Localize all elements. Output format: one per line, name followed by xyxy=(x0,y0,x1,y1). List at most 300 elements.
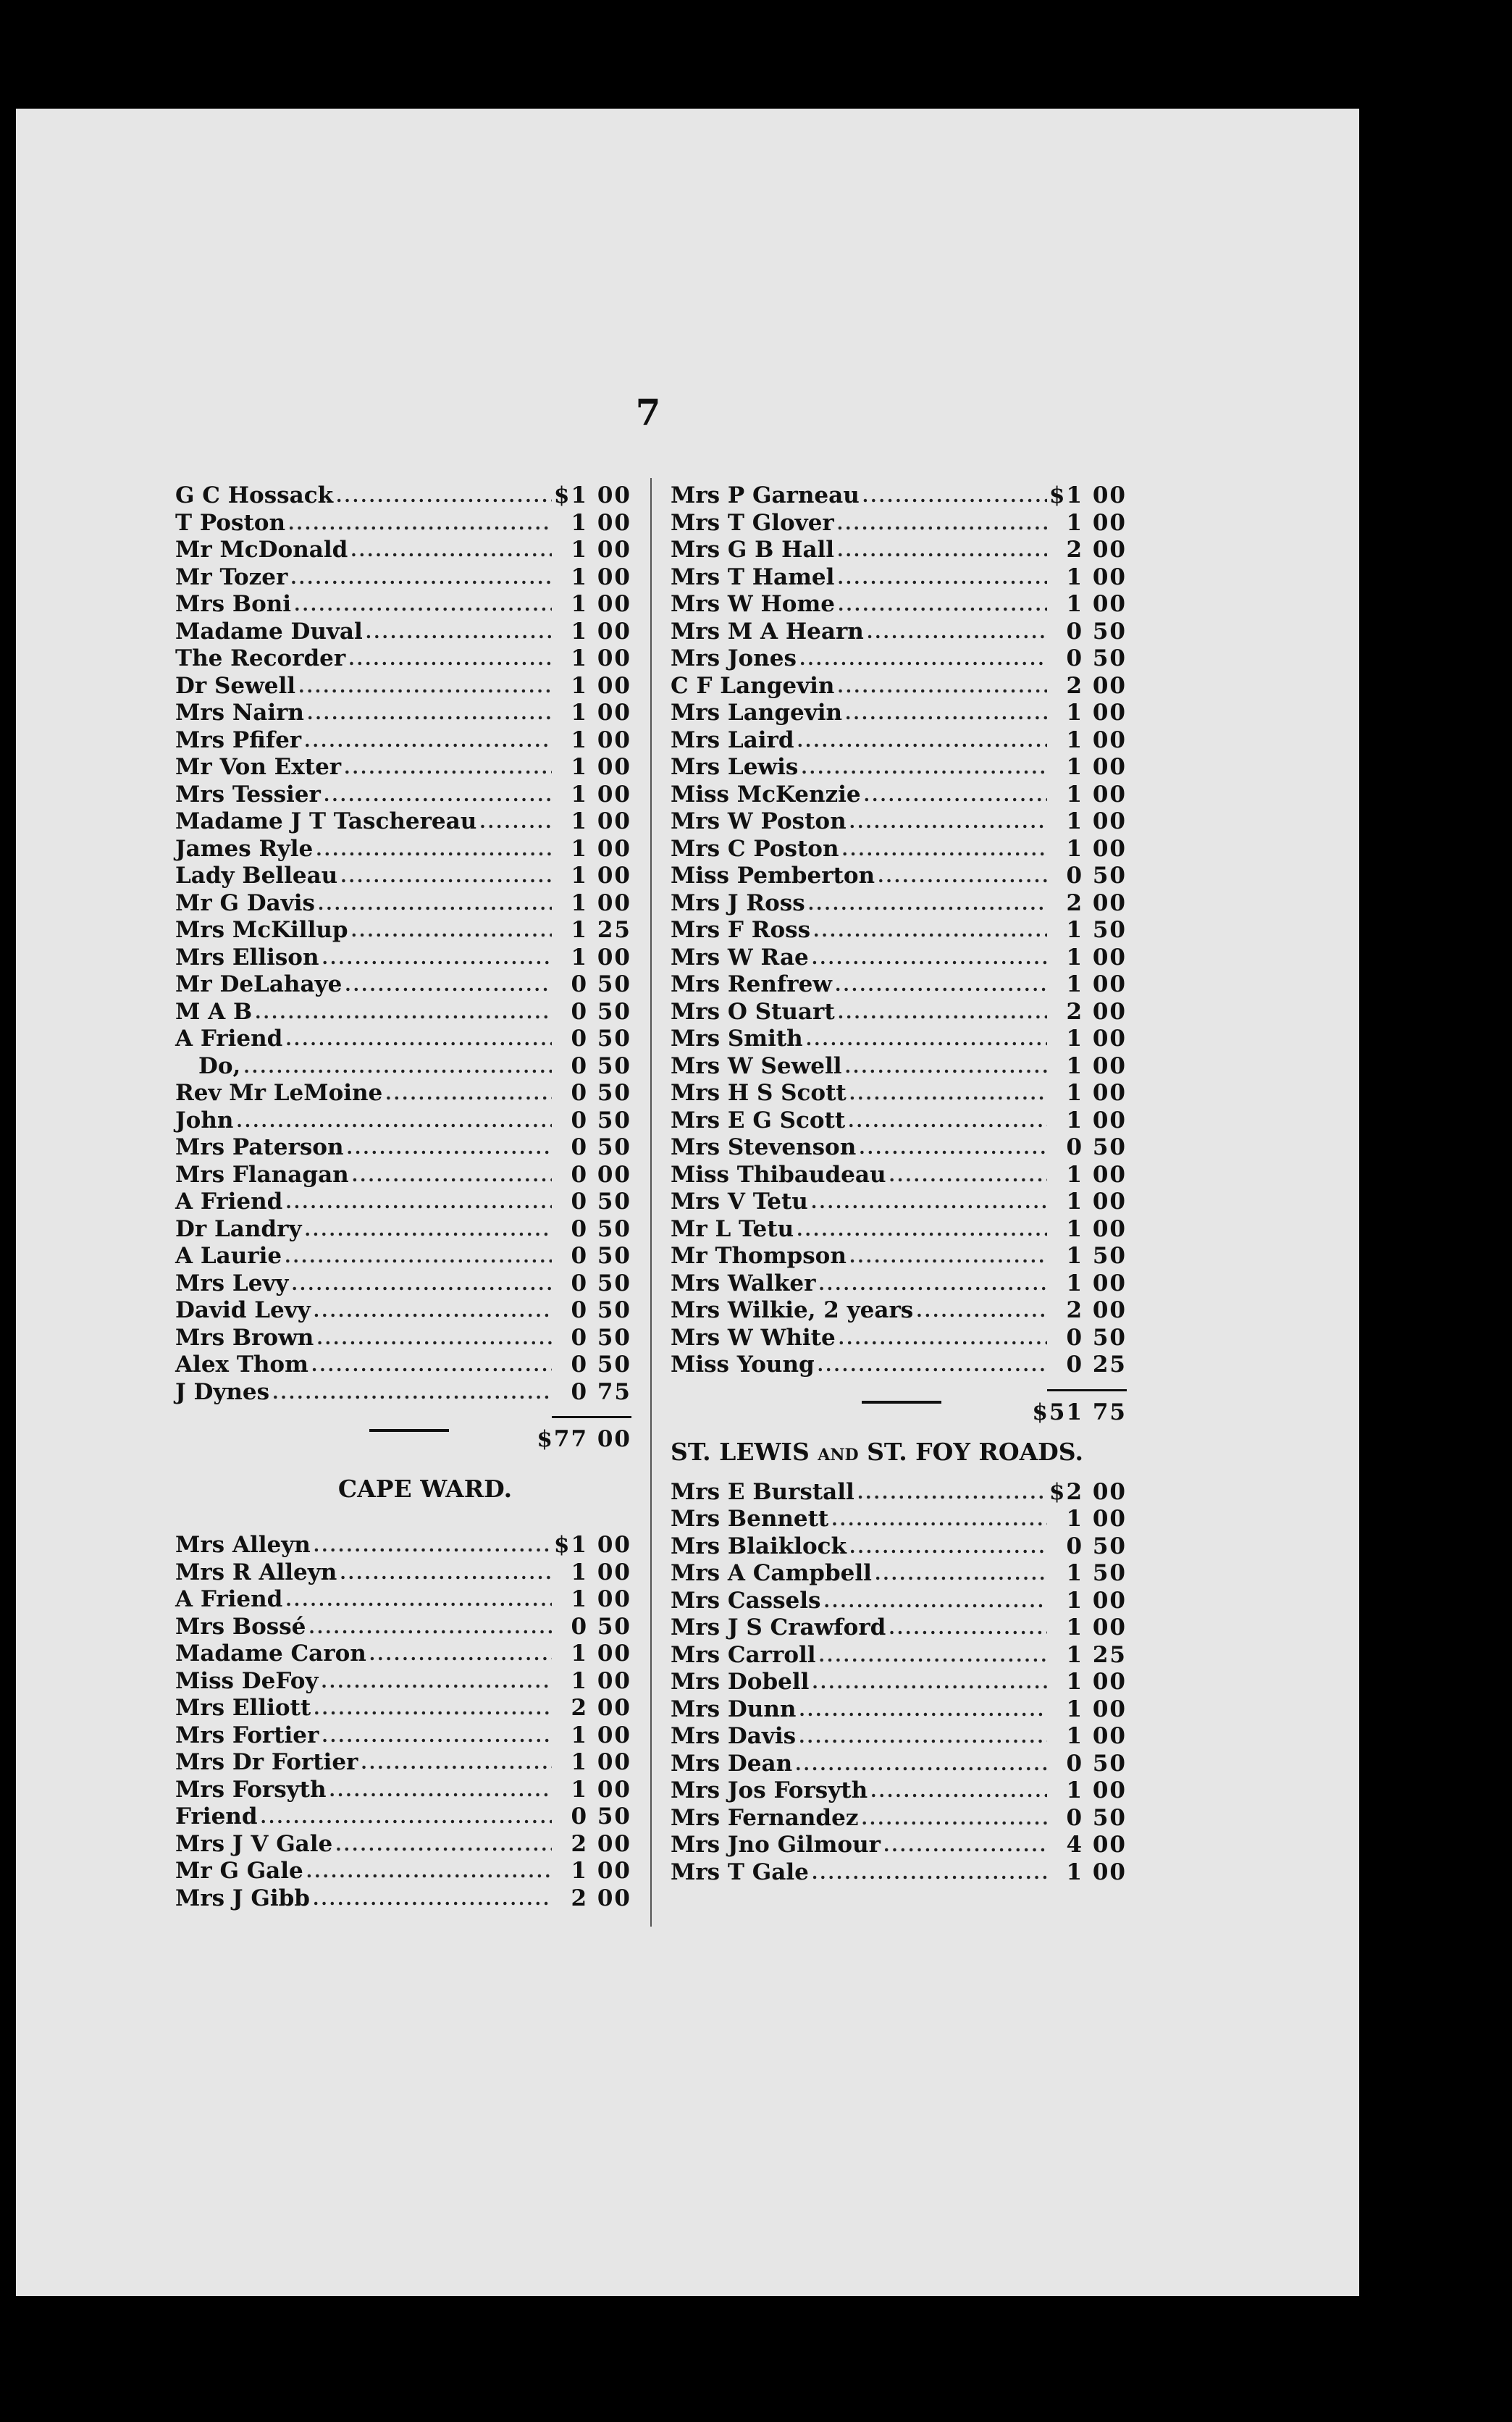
leader-dots xyxy=(812,944,1047,972)
donor-row xyxy=(671,754,1127,782)
donation-amount: 1 50 xyxy=(1066,1560,1127,1586)
leader-dots xyxy=(799,1723,1047,1751)
donor-list xyxy=(671,482,1127,1379)
donor-row xyxy=(175,1325,631,1352)
leader-dots xyxy=(314,1297,552,1325)
donation-amount: 1 00 xyxy=(571,563,631,590)
donation-amount: 0 75 xyxy=(571,1378,631,1405)
donation-amount: 1 00 xyxy=(1066,944,1127,971)
leader-dots xyxy=(837,673,1047,700)
donor-row xyxy=(175,1749,631,1777)
donor-name: Mrs G B Hall xyxy=(671,537,835,563)
donor-name: Mrs Alleyn xyxy=(175,1532,311,1558)
donation-amount: 0 50 xyxy=(571,1026,631,1052)
donation-amount: 0 50 xyxy=(571,1134,631,1160)
donor-name: Mrs Dr Fortier xyxy=(175,1749,358,1775)
leader-dots xyxy=(795,1751,1047,1778)
donation-amount: 0 50 xyxy=(1066,1804,1127,1831)
leader-dots xyxy=(304,1216,552,1244)
donor-row xyxy=(175,645,631,673)
leader-dots xyxy=(824,1588,1047,1615)
donor-row xyxy=(671,944,1127,972)
donor-name: Mrs V Tetu xyxy=(671,1189,808,1215)
donation-amount: 0 50 xyxy=(1066,1324,1127,1351)
donor-row xyxy=(671,591,1127,619)
leader-dots xyxy=(864,782,1047,809)
leader-dots xyxy=(878,863,1047,890)
donor-row xyxy=(671,1533,1127,1561)
donor-name: Dr Landry xyxy=(175,1215,302,1242)
donor-row xyxy=(671,1588,1127,1615)
donor-row xyxy=(671,1080,1127,1107)
donation-amount: 2 00 xyxy=(571,1695,631,1721)
right-column xyxy=(671,482,1127,1886)
donor-name: M A B xyxy=(175,998,253,1025)
donor-row xyxy=(671,1270,1127,1298)
leader-dots xyxy=(261,1803,552,1831)
leader-dots xyxy=(369,1640,552,1668)
donor-row xyxy=(671,1162,1127,1189)
donation-amount: $1 00 xyxy=(1049,482,1127,508)
donation-amount: 1 00 xyxy=(1066,509,1127,536)
donor-row xyxy=(671,1479,1127,1507)
donor-row xyxy=(175,1722,631,1750)
donor-name: Alex Thom xyxy=(175,1352,308,1378)
leader-dots xyxy=(838,999,1047,1026)
donor-name: Mrs J V Gale xyxy=(175,1830,333,1857)
heading-part: ST. FOY ROADS. xyxy=(867,1437,1083,1466)
donor-row xyxy=(175,1134,631,1162)
leader-dots xyxy=(255,999,552,1026)
leader-dots xyxy=(845,1053,1047,1081)
leader-dots xyxy=(808,890,1047,918)
donor-name: Mr DeLahaye xyxy=(175,971,343,997)
leader-dots xyxy=(870,1777,1047,1805)
donor-name: James Ryle xyxy=(175,835,314,862)
donor-row xyxy=(175,1297,631,1325)
leader-dots xyxy=(797,1216,1047,1244)
donor-row xyxy=(175,1803,631,1831)
leader-dots xyxy=(812,1859,1047,1887)
donor-name: A Friend xyxy=(175,1026,283,1052)
donation-amount: 1 00 xyxy=(571,726,631,753)
donor-name: Mrs Dean xyxy=(671,1750,793,1777)
donor-row xyxy=(175,510,631,537)
donation-amount: 1 00 xyxy=(571,645,631,671)
donation-amount: 1 00 xyxy=(571,672,631,699)
donation-amount: 1 00 xyxy=(571,537,631,563)
donation-amount: 0 50 xyxy=(571,1803,631,1830)
donor-name: Mr G Davis xyxy=(175,889,315,916)
donor-row xyxy=(671,1506,1127,1533)
donor-row xyxy=(671,999,1127,1026)
donor-name: Mrs O Stuart xyxy=(671,998,835,1025)
donation-amount: 0 50 xyxy=(1066,863,1127,889)
donation-amount: 1 00 xyxy=(1066,1696,1127,1722)
donor-row xyxy=(175,1053,631,1081)
donor-row xyxy=(175,1026,631,1053)
donation-amount: 1 00 xyxy=(1066,1215,1127,1242)
donation-amount: $1 00 xyxy=(553,1532,631,1558)
donor-row xyxy=(671,863,1127,890)
leader-dots xyxy=(837,510,1047,537)
leader-dots xyxy=(352,1162,552,1189)
donor-name: Mrs H S Scott xyxy=(671,1080,847,1106)
leader-dots xyxy=(308,1614,552,1641)
leader-dots xyxy=(806,1026,1047,1053)
donor-name: Mrs F Ross xyxy=(671,917,811,943)
donor-row xyxy=(671,971,1127,999)
donation-amount: 0 50 xyxy=(571,1297,631,1323)
heading-and: AND xyxy=(818,1445,859,1464)
donor-name: Mrs J Ross xyxy=(671,889,805,916)
donor-name: Mrs Laird xyxy=(671,726,794,753)
leader-dots xyxy=(285,1586,552,1614)
donor-name: Mrs Flanagan xyxy=(175,1161,349,1188)
donation-amount: 1 00 xyxy=(571,863,631,889)
leader-dots xyxy=(311,1352,552,1379)
donor-row xyxy=(175,1107,631,1135)
leader-dots xyxy=(385,1080,552,1107)
donation-amount: 1 00 xyxy=(1066,726,1127,753)
donor-name: Mrs Bennett xyxy=(671,1506,829,1532)
donor-name: Mrs M A Hearn xyxy=(671,618,864,645)
donor-name: Mrs Elliott xyxy=(175,1695,311,1721)
donor-row xyxy=(175,1270,631,1298)
donor-row xyxy=(671,1325,1127,1352)
donor-name: Mrs W Sewell xyxy=(671,1052,842,1079)
donor-row xyxy=(175,673,631,700)
leader-dots xyxy=(883,1832,1047,1859)
donor-row xyxy=(671,1832,1127,1859)
section-heading-cape-ward: CAPE WARD. xyxy=(337,1475,513,1503)
donor-row xyxy=(175,754,631,782)
donor-row xyxy=(175,619,631,646)
leader-dots xyxy=(285,1026,552,1053)
donor-name: Madame Caron xyxy=(175,1640,366,1667)
donor-name: Mrs Carroll xyxy=(671,1641,816,1668)
donor-row xyxy=(671,700,1127,727)
donor-name: Mrs Walker xyxy=(671,1270,816,1296)
donor-name: Mrs Langevin xyxy=(671,700,843,726)
leader-dots xyxy=(845,700,1047,727)
donor-row xyxy=(175,1379,631,1407)
donor-row xyxy=(671,1560,1127,1588)
donation-amount: 0 00 xyxy=(571,1161,631,1188)
donation-amount: 2 00 xyxy=(1066,998,1127,1025)
leader-dots xyxy=(916,1297,1047,1325)
donation-amount: 1 00 xyxy=(1066,808,1127,834)
donation-amount: 1 00 xyxy=(571,1749,631,1775)
donation-amount: 1 00 xyxy=(1066,700,1127,726)
donor-name: Mrs Boni xyxy=(175,591,292,617)
donor-name: Mrs Stevenson xyxy=(671,1134,857,1160)
leader-dots xyxy=(837,537,1047,564)
donor-row xyxy=(175,1216,631,1244)
heading-part: ST. LEWIS xyxy=(671,1437,810,1466)
donor-name: Miss Young xyxy=(671,1352,815,1378)
donation-amount: 1 00 xyxy=(1066,1080,1127,1106)
subtotal-block xyxy=(671,1379,1127,1437)
leader-dots xyxy=(348,645,552,673)
donor-name: Mrs Brown xyxy=(175,1324,314,1351)
donor-row xyxy=(175,808,631,836)
donor-name: T Poston xyxy=(175,509,286,536)
donor-name: Madame J T Taschereau xyxy=(175,808,477,834)
donor-row xyxy=(671,1805,1127,1832)
donation-amount: 1 00 xyxy=(1066,754,1127,780)
donation-amount: 0 50 xyxy=(1066,618,1127,645)
donor-name: Mrs Forsyth xyxy=(175,1776,327,1803)
leader-dots xyxy=(799,645,1047,673)
donation-amount: 1 00 xyxy=(1066,1107,1127,1134)
donation-amount: 0 50 xyxy=(1066,645,1127,671)
leader-dots xyxy=(344,754,552,782)
donor-name: Mrs T Gale xyxy=(671,1859,809,1885)
donor-name: Mrs A Campbell xyxy=(671,1560,872,1586)
leader-dots xyxy=(857,1479,1047,1507)
donation-amount: 1 00 xyxy=(571,808,631,834)
donor-name: Mrs Dunn xyxy=(671,1696,797,1722)
donation-amount: 1 00 xyxy=(1066,1052,1127,1079)
donor-row xyxy=(175,1586,631,1614)
donor-row xyxy=(671,890,1127,918)
leader-dots xyxy=(291,1270,552,1298)
leader-dots xyxy=(889,1162,1048,1189)
donor-name: Mr Tozer xyxy=(175,563,288,590)
donor-name: Mrs Tessier xyxy=(175,781,321,808)
donation-amount: 0 50 xyxy=(571,1189,631,1215)
donor-name: Mrs W Home xyxy=(671,591,835,617)
leader-dots xyxy=(336,482,552,510)
donor-row xyxy=(175,1885,631,1913)
donor-row xyxy=(175,564,631,592)
donation-amount: 2 00 xyxy=(1066,1297,1127,1323)
donation-amount: 2 00 xyxy=(571,1885,631,1911)
leader-dots xyxy=(889,1614,1047,1642)
leader-dots xyxy=(818,1352,1047,1379)
donation-amount: 1 00 xyxy=(1066,1026,1127,1052)
donor-row xyxy=(671,782,1127,809)
donation-amount: 2 00 xyxy=(1066,672,1127,699)
donor-name: Miss Pemberton xyxy=(671,863,875,889)
leader-dots xyxy=(243,1053,552,1081)
donation-amount: 1 00 xyxy=(571,700,631,726)
leader-dots xyxy=(801,754,1047,782)
donor-name: Mrs Fortier xyxy=(175,1722,319,1748)
leader-dots xyxy=(479,808,552,836)
leader-dots xyxy=(329,1777,552,1804)
leader-dots xyxy=(285,1189,552,1216)
leader-dots xyxy=(345,971,552,999)
donor-row xyxy=(671,1297,1127,1325)
donor-name: Mrs McKillup xyxy=(175,917,348,943)
leader-dots xyxy=(316,1325,552,1352)
leader-dots xyxy=(842,836,1048,863)
leader-dots xyxy=(862,482,1047,510)
leader-dots xyxy=(366,619,552,646)
donor-row xyxy=(671,1777,1127,1805)
donation-amount: 1 00 xyxy=(1066,781,1127,808)
leader-dots xyxy=(849,1533,1047,1561)
leader-dots xyxy=(837,564,1047,592)
donor-name: Miss McKenzie xyxy=(671,781,861,808)
donor-row xyxy=(175,727,631,755)
page-number: 7 xyxy=(635,391,661,434)
donor-name: Mrs T Glover xyxy=(671,509,834,536)
donor-row xyxy=(671,1026,1127,1053)
donor-list xyxy=(175,1532,631,1912)
donor-name: J Dynes xyxy=(175,1378,270,1405)
leader-dots xyxy=(819,1642,1047,1669)
donation-amount: 0 50 xyxy=(571,1080,631,1106)
donor-row xyxy=(671,1696,1127,1724)
donor-row xyxy=(671,1352,1127,1379)
donation-amount: 1 00 xyxy=(571,591,631,617)
donor-row xyxy=(175,917,631,944)
donor-row xyxy=(671,1669,1127,1696)
donation-amount: 1 00 xyxy=(571,781,631,808)
donor-name: Mrs Ellison xyxy=(175,944,319,971)
donor-row xyxy=(671,510,1127,537)
donation-amount: 1 00 xyxy=(1066,563,1127,590)
donor-name: Mrs Lewis xyxy=(671,754,799,780)
donation-amount: 1 00 xyxy=(571,1640,631,1667)
leader-dots xyxy=(322,1722,552,1750)
subtotal-block xyxy=(175,1406,631,1464)
donation-amount: 2 00 xyxy=(1066,889,1127,916)
donor-name: Mrs E G Scott xyxy=(671,1107,846,1134)
leader-dots xyxy=(294,591,552,619)
donation-amount: 0 50 xyxy=(571,1243,631,1269)
donation-amount: 0 50 xyxy=(571,1352,631,1378)
donor-row xyxy=(671,808,1127,836)
donor-row xyxy=(671,1751,1127,1778)
donation-amount: 0 50 xyxy=(1066,1533,1127,1559)
donor-name: Mr Thompson xyxy=(671,1243,847,1269)
donor-row xyxy=(175,1162,631,1189)
donation-amount: 1 00 xyxy=(571,1722,631,1748)
donation-amount: 1 00 xyxy=(1066,1859,1127,1885)
donor-row xyxy=(175,863,631,890)
donation-amount: 0 25 xyxy=(1066,1352,1127,1378)
donor-row xyxy=(671,537,1127,564)
leader-dots xyxy=(298,673,552,700)
leader-dots xyxy=(324,782,552,809)
donation-amount: 1 00 xyxy=(571,1667,631,1694)
donor-row xyxy=(671,645,1127,673)
leader-dots xyxy=(351,917,552,944)
leader-dots xyxy=(835,971,1047,999)
donation-amount: 1 00 xyxy=(1066,1270,1127,1296)
donor-name: Mrs Smith xyxy=(671,1026,803,1052)
donation-amount: 1 50 xyxy=(1066,917,1127,943)
donor-row xyxy=(175,1080,631,1107)
leader-dots xyxy=(285,1243,552,1270)
donor-name: Mrs Jos Forsyth xyxy=(671,1777,868,1803)
donor-name: Lady Belleau xyxy=(175,863,338,889)
donation-amount: 1 00 xyxy=(1066,1614,1127,1640)
donor-name: Mrs Paterson xyxy=(175,1134,344,1160)
donor-name: Mr McDonald xyxy=(175,537,348,563)
donation-amount: 0 50 xyxy=(1066,1134,1127,1160)
donation-amount: 0 50 xyxy=(1066,1750,1127,1777)
donor-name: Mrs R Alleyn xyxy=(175,1559,337,1585)
donor-row xyxy=(175,1532,631,1559)
donor-row xyxy=(671,482,1127,510)
leader-dots xyxy=(322,944,552,972)
donor-name: Mrs Wilkie, 2 years xyxy=(671,1297,914,1323)
total-rule xyxy=(862,1401,941,1404)
donor-name: Mrs Levy xyxy=(175,1270,289,1296)
donor-row xyxy=(671,917,1127,944)
donor-name: C F Langevin xyxy=(671,672,835,699)
donation-amount: 1 00 xyxy=(571,944,631,971)
donor-row xyxy=(671,1134,1127,1162)
donation-amount: 0 50 xyxy=(571,971,631,997)
subtotal-amount: $51 75 xyxy=(1032,1399,1127,1425)
donor-name: Friend xyxy=(175,1803,258,1830)
leader-dots xyxy=(838,591,1047,619)
donor-row xyxy=(175,890,631,918)
donor-row xyxy=(175,1614,631,1641)
donor-name: Mrs Cassels xyxy=(671,1587,821,1614)
donor-name: Rev Mr LeMoine xyxy=(175,1080,383,1106)
leader-dots xyxy=(839,1325,1047,1352)
donation-amount: $2 00 xyxy=(1049,1478,1127,1505)
leader-dots xyxy=(848,1107,1047,1135)
donation-amount: 1 00 xyxy=(571,1559,631,1585)
leader-dots xyxy=(236,1107,552,1135)
donor-name: A Friend xyxy=(175,1189,283,1215)
donation-amount: 1 25 xyxy=(571,917,631,943)
donor-name: Do, xyxy=(198,1052,241,1079)
donor-row xyxy=(175,1777,631,1804)
donor-row xyxy=(671,1723,1127,1751)
donor-row xyxy=(175,1640,631,1668)
donation-amount: 1 00 xyxy=(571,1776,631,1803)
subtotal-amount: $77 00 xyxy=(537,1426,631,1452)
leader-dots xyxy=(361,1749,552,1777)
donation-amount: 1 00 xyxy=(1066,1189,1127,1215)
donation-amount: 0 50 xyxy=(571,998,631,1025)
donor-row xyxy=(671,727,1127,755)
donation-amount: 0 50 xyxy=(571,1215,631,1242)
donor-name: Miss DeFoy xyxy=(175,1667,319,1694)
donor-name: A Laurie xyxy=(175,1243,282,1269)
leader-dots xyxy=(306,1858,552,1885)
leader-dots xyxy=(799,1696,1047,1724)
donation-amount: 1 00 xyxy=(1066,1669,1127,1695)
donation-amount: 1 00 xyxy=(571,509,631,536)
donor-row xyxy=(175,1831,631,1859)
donor-name: Mrs T Hamel xyxy=(671,563,835,590)
donor-name: Mrs Nairn xyxy=(175,700,304,726)
donor-row xyxy=(671,1614,1127,1642)
donor-row xyxy=(671,1243,1127,1270)
donor-row xyxy=(175,1695,631,1722)
donor-row xyxy=(175,1858,631,1885)
donor-row xyxy=(175,482,631,510)
donation-amount: 4 00 xyxy=(1066,1832,1127,1858)
donor-name: The Recorder xyxy=(175,645,346,671)
donor-row xyxy=(175,591,631,619)
donor-name: Madame Duval xyxy=(175,618,363,645)
leader-dots xyxy=(335,1831,552,1859)
donor-name: John xyxy=(175,1107,234,1134)
donor-name: Mrs W Rae xyxy=(671,944,809,971)
donor-name: Mrs J Gibb xyxy=(175,1885,310,1911)
